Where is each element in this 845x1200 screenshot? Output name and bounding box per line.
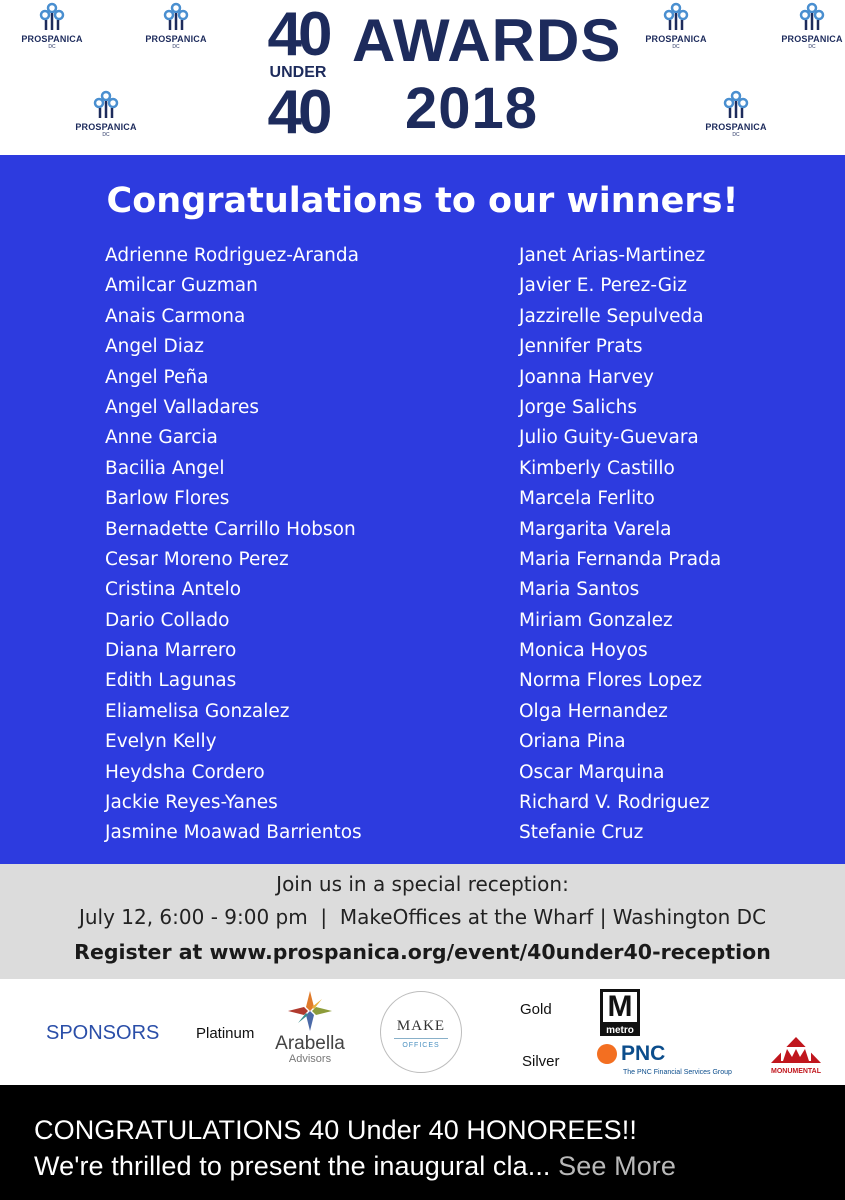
awards-title: AWARDS: [352, 7, 622, 74]
winner-name: Cristina Antelo: [105, 579, 242, 601]
winner-name: Oriana Pina: [519, 731, 626, 753]
winner-name: Oscar Marquina: [519, 761, 665, 783]
monumental-logo: [760, 1037, 832, 1081]
winner-name: Heydsha Cordero: [105, 761, 265, 783]
reception-details: July 12, 6:00 - 9:00 pm | MakeOffices at the Wharf | Washington DC: [78, 905, 767, 929]
logo-name: PROSPANICA: [781, 34, 843, 44]
winner-name: Richard V. Rodriguez: [519, 792, 710, 814]
winner-name: Edith Lagunas: [105, 670, 237, 692]
winner-name: Olga Hernandez: [519, 700, 668, 722]
winner-name: Julio Guity-Guevara: [519, 427, 699, 449]
winner-name: Bacilia Angel: [105, 457, 225, 479]
winner-name: Evelyn Kelly: [105, 731, 217, 753]
arabella-sub: Advisors: [288, 1053, 332, 1065]
winner-name: Eliamelisa Gonzalez: [105, 700, 290, 722]
forty-under-forty-mark: [248, 0, 348, 150]
metro-m: M: [600, 989, 640, 1025]
winner-name: Javier E. Perez-Giz: [519, 275, 687, 297]
registration-link: Register at www.prospanica.org/event/40under40-reception: [74, 940, 771, 964]
logo-sub: DC: [48, 44, 56, 50]
prospanica-logo: [56, 90, 156, 150]
make-text: MAKE: [396, 1018, 446, 1034]
winners-heading: Congratulations to our winners!: [106, 181, 739, 221]
logo-sub: DC: [732, 132, 740, 138]
winner-name: Jennifer Prats: [519, 336, 643, 358]
winner-name: Angel Valladares: [105, 396, 259, 418]
prospanica-logo: [2, 2, 102, 62]
offices-text: OFFICES: [394, 1038, 448, 1049]
prospanica-icon: [161, 2, 191, 32]
winner-name: Cesar Moreno Perez: [105, 548, 289, 570]
winners-panel: [0, 155, 845, 864]
metro-text: metro: [600, 1025, 640, 1036]
winner-name: Jasmine Moawad Barrientos: [105, 822, 362, 844]
makeoffices-logo: [380, 991, 462, 1073]
pnc-sub: The PNC Financial Services Group: [623, 1069, 732, 1076]
logo-sub: DC: [102, 132, 110, 138]
winner-name: Kimberly Castillo: [519, 457, 675, 479]
winner-name: Anne Garcia: [105, 427, 218, 449]
tier-silver-label: Silver: [522, 1053, 560, 1070]
prospanica-icon: [91, 90, 121, 120]
winner-name: Norma Flores Lopez: [519, 670, 703, 692]
logo-name: PROSPANICA: [705, 122, 767, 132]
forty-bottom: 40: [267, 78, 329, 147]
winner-name: Maria Fernanda Prada: [519, 548, 722, 570]
event-banner-header: [0, 0, 845, 155]
logo-name: PROSPANICA: [75, 122, 137, 132]
winner-name: Stefanie Cruz: [519, 822, 644, 844]
winner-name: Angel Diaz: [105, 336, 204, 358]
prospanica-logo: [126, 2, 226, 62]
winner-name: Janet Arias-Martinez: [519, 245, 706, 266]
caption-line-1: CONGRATULATIONS 40 Under 40 HONOREES!!: [34, 1115, 637, 1145]
forty-top: 40: [267, 0, 329, 69]
logo-sub: DC: [672, 44, 680, 50]
winner-name: Joanna Harvey: [519, 366, 654, 388]
logo-name: PROSPANICA: [21, 34, 83, 44]
winner-name: Diana Marrero: [105, 640, 237, 662]
pnc-mark-icon: [597, 1044, 617, 1064]
prospanica-icon: [37, 2, 67, 32]
see-more-link[interactable]: See More: [558, 1151, 677, 1181]
sponsors-bar: [0, 979, 845, 1085]
winner-name: Jorge Salichs: [519, 396, 637, 418]
arabella-name: Arabella: [275, 1033, 345, 1054]
prospanica-logo: [626, 2, 726, 62]
winner-name: Jazzirelle Sepulveda: [519, 305, 704, 327]
logo-sub: DC: [808, 44, 816, 50]
reception-intro: Join us in a special reception:: [276, 872, 569, 896]
reception-info: [0, 864, 845, 979]
prospanica-icon: [661, 2, 691, 32]
winner-name: Barlow Flores: [105, 488, 230, 510]
winner-name: Dario Collado: [105, 609, 230, 631]
winner-name: Miriam Gonzalez: [519, 609, 673, 631]
monumental-icon: [771, 1037, 821, 1067]
prospanica-logo: [762, 2, 845, 62]
winner-name: Angel Peña: [105, 366, 209, 388]
caption-text: We're thrilled to present the inaugural cla...: [34, 1151, 551, 1181]
awards-year: 2018: [405, 76, 539, 141]
prospanica-icon: [721, 90, 751, 120]
winner-name: Amilcar Guzman: [105, 275, 258, 297]
pnc-name: PNC: [621, 1042, 666, 1065]
compass-star-icon: [288, 991, 332, 1031]
winner-name: Anais Carmona: [105, 305, 246, 327]
logo-name: PROSPANICA: [645, 34, 707, 44]
tier-platinum-label: Platinum: [196, 1025, 255, 1042]
winners-list-right: [519, 241, 721, 849]
metro-logo: [600, 989, 640, 1039]
arabella-advisors-logo: [270, 991, 350, 1081]
winner-name: Bernadette Carrillo Hobson: [105, 518, 356, 540]
pnc-logo: [597, 1043, 777, 1081]
logo-sub: DC: [172, 44, 180, 50]
winner-name: Margarita Varela: [519, 518, 672, 540]
post-caption: [0, 1085, 845, 1200]
winner-name: Adrienne Rodriguez-Aranda: [105, 245, 359, 266]
under-label: UNDER: [269, 64, 327, 81]
monumental-name: MONUMENTAL: [770, 1068, 822, 1075]
logo-name: PROSPANICA: [145, 34, 207, 44]
sponsors-label: SPONSORS: [46, 1022, 160, 1044]
tier-gold-label: Gold: [520, 1001, 552, 1018]
winner-name: Monica Hoyos: [519, 640, 648, 662]
caption-line-2: [34, 1151, 676, 1182]
winner-name: Jackie Reyes-Yanes: [105, 792, 278, 814]
winner-name: Marcela Ferlito: [519, 488, 655, 510]
prospanica-logo: [686, 90, 786, 150]
prospanica-icon: [797, 2, 827, 32]
winners-list-left: [105, 241, 362, 849]
winner-name: Maria Santos: [519, 579, 640, 601]
